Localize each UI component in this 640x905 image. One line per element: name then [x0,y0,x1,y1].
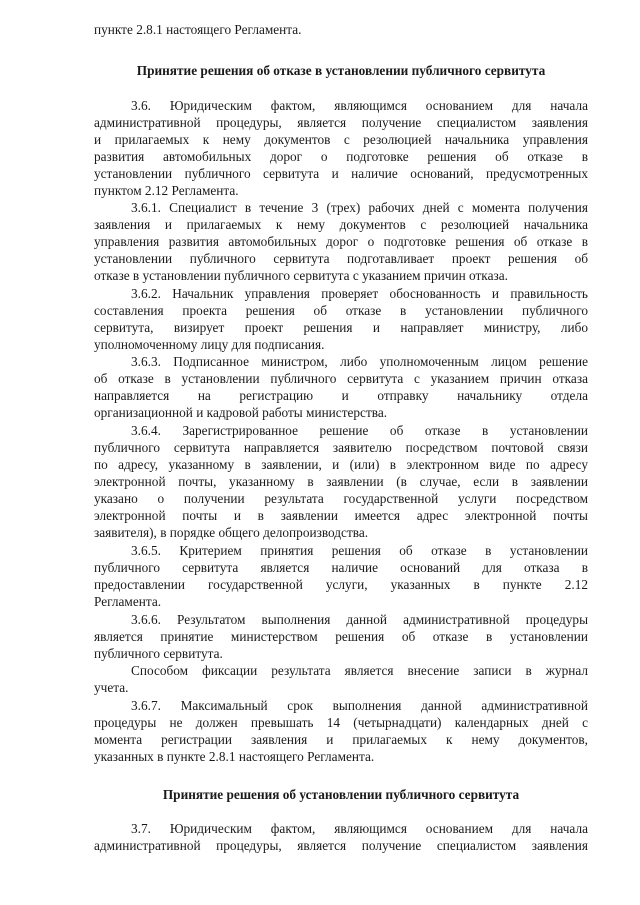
paragraph-line: Способом фиксации результата является внесение записи в журнал [131,663,588,678]
paragraph-line: предоставлении государственной услуги, указанных в пункте 2.12 [94,577,588,592]
continuation-line: пункте 2.8.1 настоящего Регламента. [94,22,302,37]
paragraph-line: Регламента. [94,594,162,609]
paragraph-line: 3.6.3. Подписанное министром, либо уполномоченным лицом решение [131,354,588,369]
paragraph-line: 3.6.1. Специалист в течение 3 (трех) рабочих дней с момента получения [131,200,588,215]
paragraph-line: и прилагаемых к нему документов с резолюцией начальника управления [94,132,588,147]
paragraph-line: 3.6.5. Критерием принятия решения об отказе в установлении [131,543,588,558]
paragraph-line: об отказе в установлении публичного сервитута с указанием причин отказа [94,371,588,386]
paragraph-line: 3.7. Юридическим фактом, являющимся основанием для начала [131,821,588,836]
paragraph-line: пунктом 2.12 Регламента. [94,183,239,198]
paragraph-line: электронной почты, указанному в заявлении (в случае, если в заявлении [94,474,588,489]
paragraph-line: заявителя), в порядке общего делопроизводства. [94,525,369,540]
paragraph-line: является принятие министерством решения об отказе в установлении [94,629,588,644]
paragraph-line: публичного сервитута. [94,646,223,661]
section-heading-refusal: Принятие решения об отказе в установлении публичного сервитута [136,63,546,78]
section-heading-establishment: Принятие решения об установлении публичного сервитута [162,787,520,802]
paragraph-line: учета. [94,680,129,695]
paragraph-line: направляется на регистрацию и отправку начальнику отдела [94,388,588,403]
paragraph-line: процедуры не должен превышать 14 (четырнадцати) календарных дней с [94,715,588,730]
paragraph-line: момента регистрации заявления и прилагаемых к нему документов, [94,732,588,747]
paragraph-line: публичного сервитута является наличие оснований для отказа в [94,560,588,575]
paragraph-line: административной процедуры, является получение специалистом заявления [94,115,588,130]
paragraph-line: публичного сервитута направляется заявителю посредством почтовой связи [94,440,588,455]
paragraph-line: уполномоченному лицу для подписания. [94,337,325,352]
paragraph-line: организационной и кадровой работы министерства. [94,405,388,420]
paragraph-line: заявления и прилагаемых к нему документов с резолюцией начальника [94,217,588,232]
paragraph-line: сервитута, визирует проект решения и направляет министру, либо [94,320,588,335]
paragraph-line: 3.6.4. Зарегистрированное решение об отказе в установлении [131,423,588,438]
paragraph-line: электронной почты и в заявлении имеется адрес электронной почты [94,508,588,523]
paragraph-line: установлении публичного сервитута и наличие оснований, предусмотренных [94,166,588,181]
paragraph-line: составления проекта решения об отказе в установлении публичного [94,303,588,318]
paragraph-line: отказе в установлении публичного сервитута с указанием причин отказа. [94,268,508,283]
paragraph-line: установлении публичного сервитута подготавливает проект решения об [94,251,588,266]
paragraph-line: 3.6.6. Результатом выполнения данной административной процедуры [131,612,588,627]
paragraph-line: 3.6.2. Начальник управления проверяет обоснованность и правильность [131,286,588,301]
paragraph-line: 3.6. Юридическим фактом, являющимся основанием для начала [131,98,588,113]
paragraph-line: развития автомобильных дорог о подготовке решения об отказе в [94,149,588,164]
paragraph-line: указано о получении результата государственной услуги посредством [94,491,588,506]
paragraph-line: по адресу, указанному в заявлении, и (или) в электронном виде по адресу [94,457,588,472]
paragraph-line: административной процедуры, является получение специалистом заявления [94,838,588,853]
paragraph-line: 3.6.7. Максимальный срок выполнения данной административной [131,698,588,713]
paragraph-line: управления развития автомобильных дорог о подготовке решения об отказе в [94,234,588,249]
paragraph-line: указанных в пункте 2.8.1 настоящего Регламента. [94,749,375,764]
